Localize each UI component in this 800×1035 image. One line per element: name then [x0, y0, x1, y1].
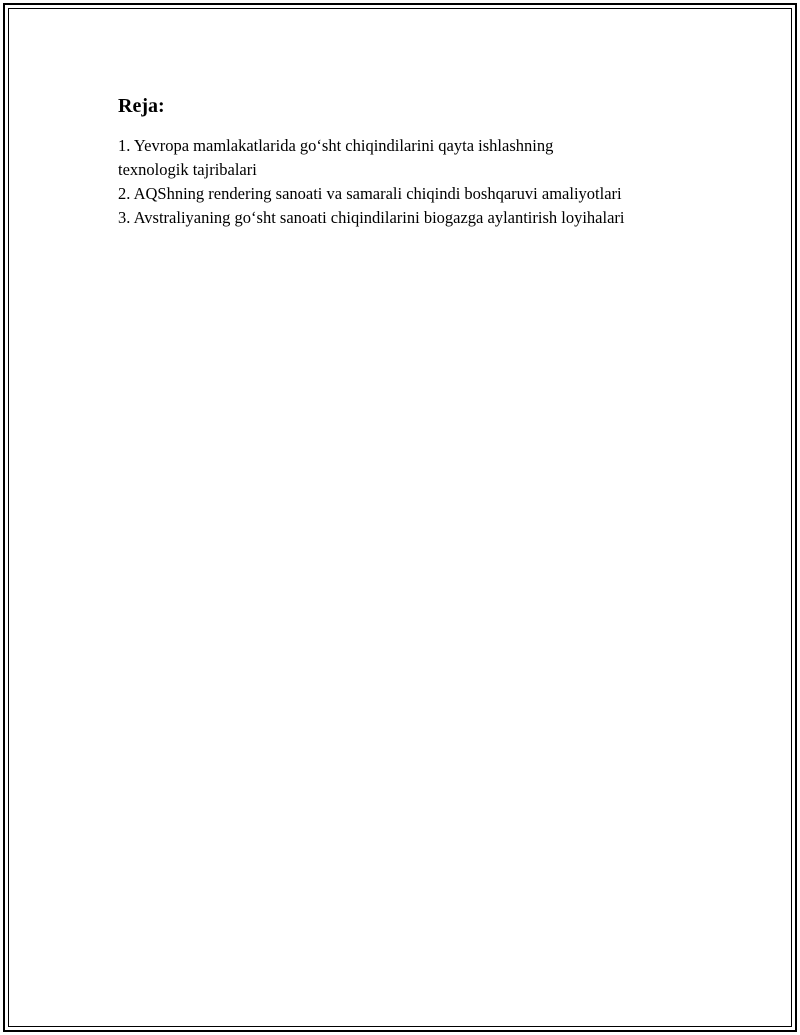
plan-item-3: 3. Avstraliyaning go‘sht sanoati chiqindilarini biogazga aylantirish loyihalari	[118, 208, 625, 227]
plan-item-1: 1. Yevropa mamlakatlarida go‘sht chiqindilarini qayta ishlashning texnologik tajribalari	[118, 136, 554, 179]
plan-list	[118, 134, 698, 230]
plan-item-2: 2. AQShning rendering sanoati va samarali chiqindi boshqaruvi amaliyotlari	[118, 184, 622, 203]
plan-heading: Reja:	[118, 95, 165, 117]
plan-section	[118, 92, 698, 230]
